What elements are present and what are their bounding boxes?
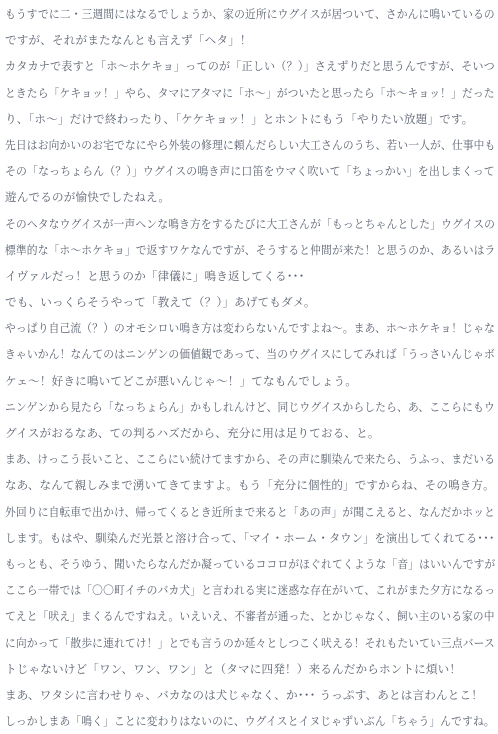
text-line: まあ、けっこう長いこと、ここらにい続けてますから、その声に馴染んで来たら、うふっ、まだいる [5, 452, 495, 467]
text-line: もうすでに二・三週間にはなるでしょうか、家の近所にウグイスが居ついて、さかんに鳴いているの [5, 7, 495, 21]
text-line: やっぱり自己流（？）のオモシロい鳴き方は変わらないんですよね〜。まあ、ホ〜ホケキョ！じゃな [5, 321, 495, 336]
text-line: り、「ホ〜」だけで終わったり、「ケケキョッ！」とホントにもう「やりたい放題」です。 [5, 111, 474, 126]
text-line: まあ、ワタシに言わせりゃ、バカなのは犬じゃなく、か･･･ うっぷす、あとは言わんとこ！ [5, 687, 483, 702]
text-line: その「なっちょらん（？）」ウグイスの鳴き声に口笛をウマく吹いて「ちょっかい」を出しまくって [5, 164, 495, 179]
text-line: ニンゲンから見たら「なっちょらん」かもしれんけど、同じウグイスからしたら、あ、ここらにもウ [5, 399, 495, 414]
text-line: に向かって「散歩に連れてけ！」とでも言うのか延々としつこく吠える！それもたいてい三点バース [5, 635, 495, 650]
text-line: てえと「吠え」まくるんですねえ。いえいえ、不審者が通った、とかじゃなく、飼い主のいる家の中 [5, 609, 495, 624]
text-line: グイスがおるなあ、ての判るハズだから、充分に用は足りておる、と。 [5, 426, 380, 440]
text-line: 先日はお向かいのお宅でなにやら外装の修理に頼んだらしい大工さんのうち、若い一人が、仕事中も [5, 137, 496, 152]
text-line: イヴァルだっ！と思うのか「律儀に」鳴き返してくる･･･ [5, 268, 305, 283]
text-line: なあ、なんて親しみまで湧いてきてますよ。もう「充分に個性的」ですからね、その鳴き方。 [5, 478, 495, 493]
text-line: 外回りに自転車で出かけ、帰ってくるとき近所まで来ると「あの声」が聞こえると、なんだかホッと [5, 504, 495, 519]
text-line: ケェ〜！好きに鳴いてどこが悪いんじゃ〜！」てなもんでしょう。 [5, 373, 357, 388]
text-line: きゃいかん！なんてのはニンゲンの価値観であって、当のウグイスにしてみれば「うっさいんじゃボ [5, 347, 495, 362]
text-line: します。もはや、馴染んだ光景と溶け合って、「マイ・ホーム・タウン」を演出してくれてる･･･ [5, 530, 495, 545]
text-line: ここら一帯では「〇〇町イチのバカ犬」と言われる実に迷惑な存在がいて、これがまた夕方になるっ [5, 583, 496, 598]
text-line: しっかしまあ「鳴く」ことに変わりはないのに、ウグイスとイヌじゃずいぶん「ちゃう」んですね。 [5, 714, 495, 729]
text-line: ときたら「ケキョッ！」やら、タマにアタマに「ホ〜」がついたと思ったら「ホ〜キョッ！」だった [5, 85, 495, 100]
text-line: 標準的な「ホ〜ホケキョ」で返すワケなんですが、そうすると仲間が来た！と思うのか、あるいはラ [5, 242, 496, 257]
text-line: もっとも、そうゆう、聞いたらなんだか凝っているココロがほぐれてくような「音」はいいんですが [5, 556, 496, 571]
document-body [5, 1, 495, 734]
text-line: そのヘタなウグイスが一声ヘンな鳴き方をするたびに大工さんが「もっとちゃんとした」ウグイスの [5, 216, 496, 231]
text-line: ですが、それがまたなんとも言えず「ヘタ」！ [5, 33, 252, 48]
text-line: でも、いっくらそうやって「教えて（？）」あげてもダメ。 [5, 295, 316, 310]
text-line: カタカナで表すと「ホ〜ホケキョ」ってのが「正しい（？）」さえずりだと思うんですが、そいつ [5, 59, 495, 74]
text-line: トじゃないけど「ワン、ワン、ワン」と（タマに四発！）来るんだからホントに煩い！ [5, 661, 462, 676]
text-line: 遊んでるのが愉快でしたねえ。 [5, 190, 171, 205]
